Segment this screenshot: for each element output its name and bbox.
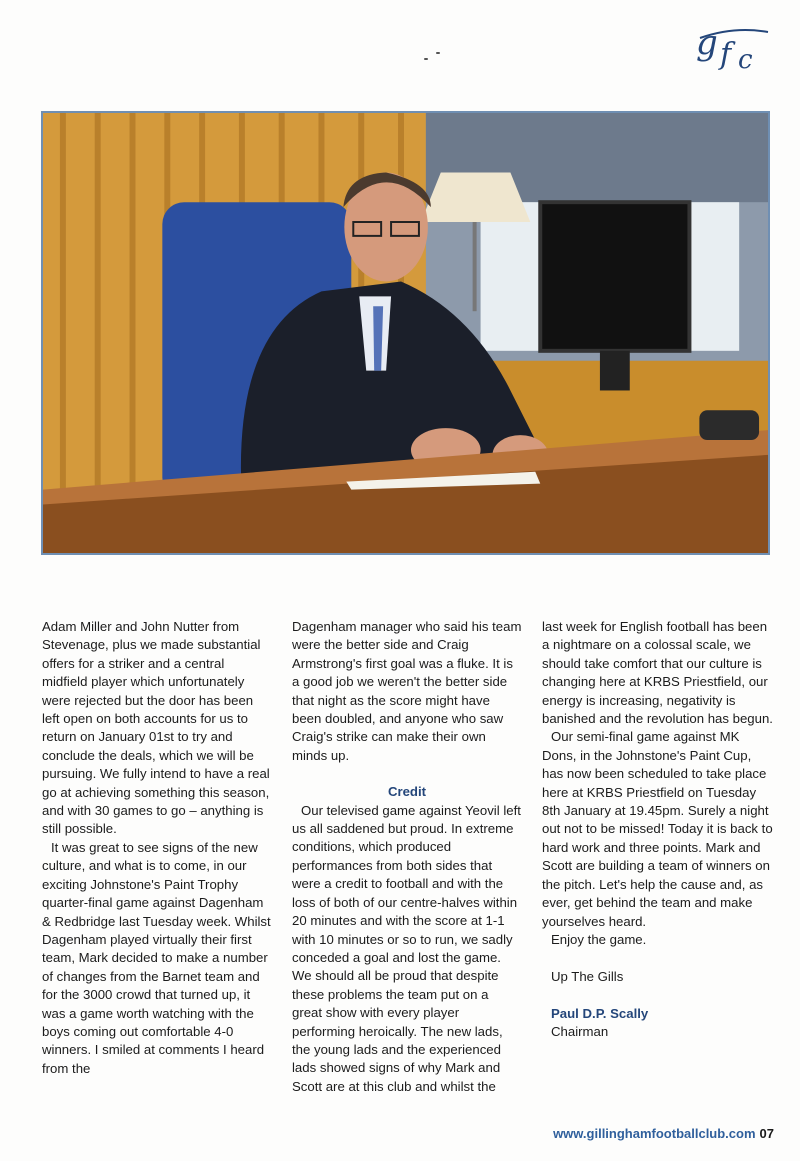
paragraph: last week for English football has been a nightmare on a colossal scale, we should take comfort that our culture is changing here at KRBS Priestfield, our energy is increasing, negativity is banished and the revolution has begun. — [542, 619, 773, 727]
svg-text:f: f — [720, 37, 732, 72]
paragraph: Adam Miller and John Nutter from Stevenage, plus we made substantial offers for a striker and a central midfield player which unfortunately were rejected but the door has been left open on both accounts for us to return on January 01st to try and conclude the deals, which we will be pursuing. We fully intend to have a real go at achieving something this season, and with 30 games to go – anything is still possible. — [42, 619, 270, 837]
sign-off: Up The Gills — [551, 968, 624, 984]
club-monogram-logo — [694, 18, 772, 72]
article-column-1 — [42, 618, 272, 1078]
paragraph: Our semi-final game against MK Dons, in the Johnstone's Paint Cup, has now been scheduled to take place here at KRBS Priestfield on Tuesday 8th January at 19.45pm. Surely a night out not to be missed! Today it is back to hard work and three points. Mark and Scott are building a team of winners on the pitch. Let's help the cause and, as ever, get behind the team and make yourselves heard. — [542, 729, 773, 929]
paragraph: Dagenham manager who said his team were the better side and Craig Armstrong's first goal was a fluke. It is a good job we weren't the better side that night as the score might have been doubled, and anyone who saw Craig's strike can make their own minds up. — [292, 619, 522, 763]
page-number: 07 — [759, 1126, 774, 1141]
signature-role: Chairman — [551, 1023, 609, 1039]
article-column-3 — [542, 618, 774, 1041]
website-link[interactable]: www.gillinghamfootballclub.com — [553, 1126, 756, 1141]
signature-name: Paul D.P. Scally — [551, 1005, 649, 1021]
page-footer — [553, 1126, 774, 1141]
svg-text:c: c — [738, 45, 753, 72]
article-column-2 — [292, 618, 522, 1096]
section-heading-credit: Credit — [387, 784, 427, 800]
svg-text:g: g — [696, 23, 718, 63]
chairman-photo — [41, 111, 770, 555]
paragraph: Enjoy the game. — [551, 931, 647, 947]
scan-speck — [424, 58, 428, 60]
paragraph: Our televised game against Yeovil left us all saddened but proud. In extreme conditions, which produced performances from both sides that were a credit to football and with the loss of both of our centre-halves within 20 minutes and with the score at 1-1 with 10 minutes or so to run, we sadly conceded a goal and lost the game. We should all be proud that despite these problems the team put on a great show with every player performing heroically. The new lads, the young lads and the experienced lads showed signs of why Mark and Scott are at this club and whilst the — [292, 802, 521, 1094]
paragraph: It was great to see signs of the new culture, and what is to come, in our exciting Johnstone's Paint Trophy quarter-final game against Dagenham & Redbridge last Tuesday week. Whilst Dagenham played virtually their first team, Mark decided to make a number of changes from the Barnet team and for the 3000 crowd that turned up, it was a game worth watching with the boys coming out comfortable 4-0 winners. I smiled at comments I heard from the — [42, 839, 271, 1076]
scan-speck — [436, 52, 440, 54]
